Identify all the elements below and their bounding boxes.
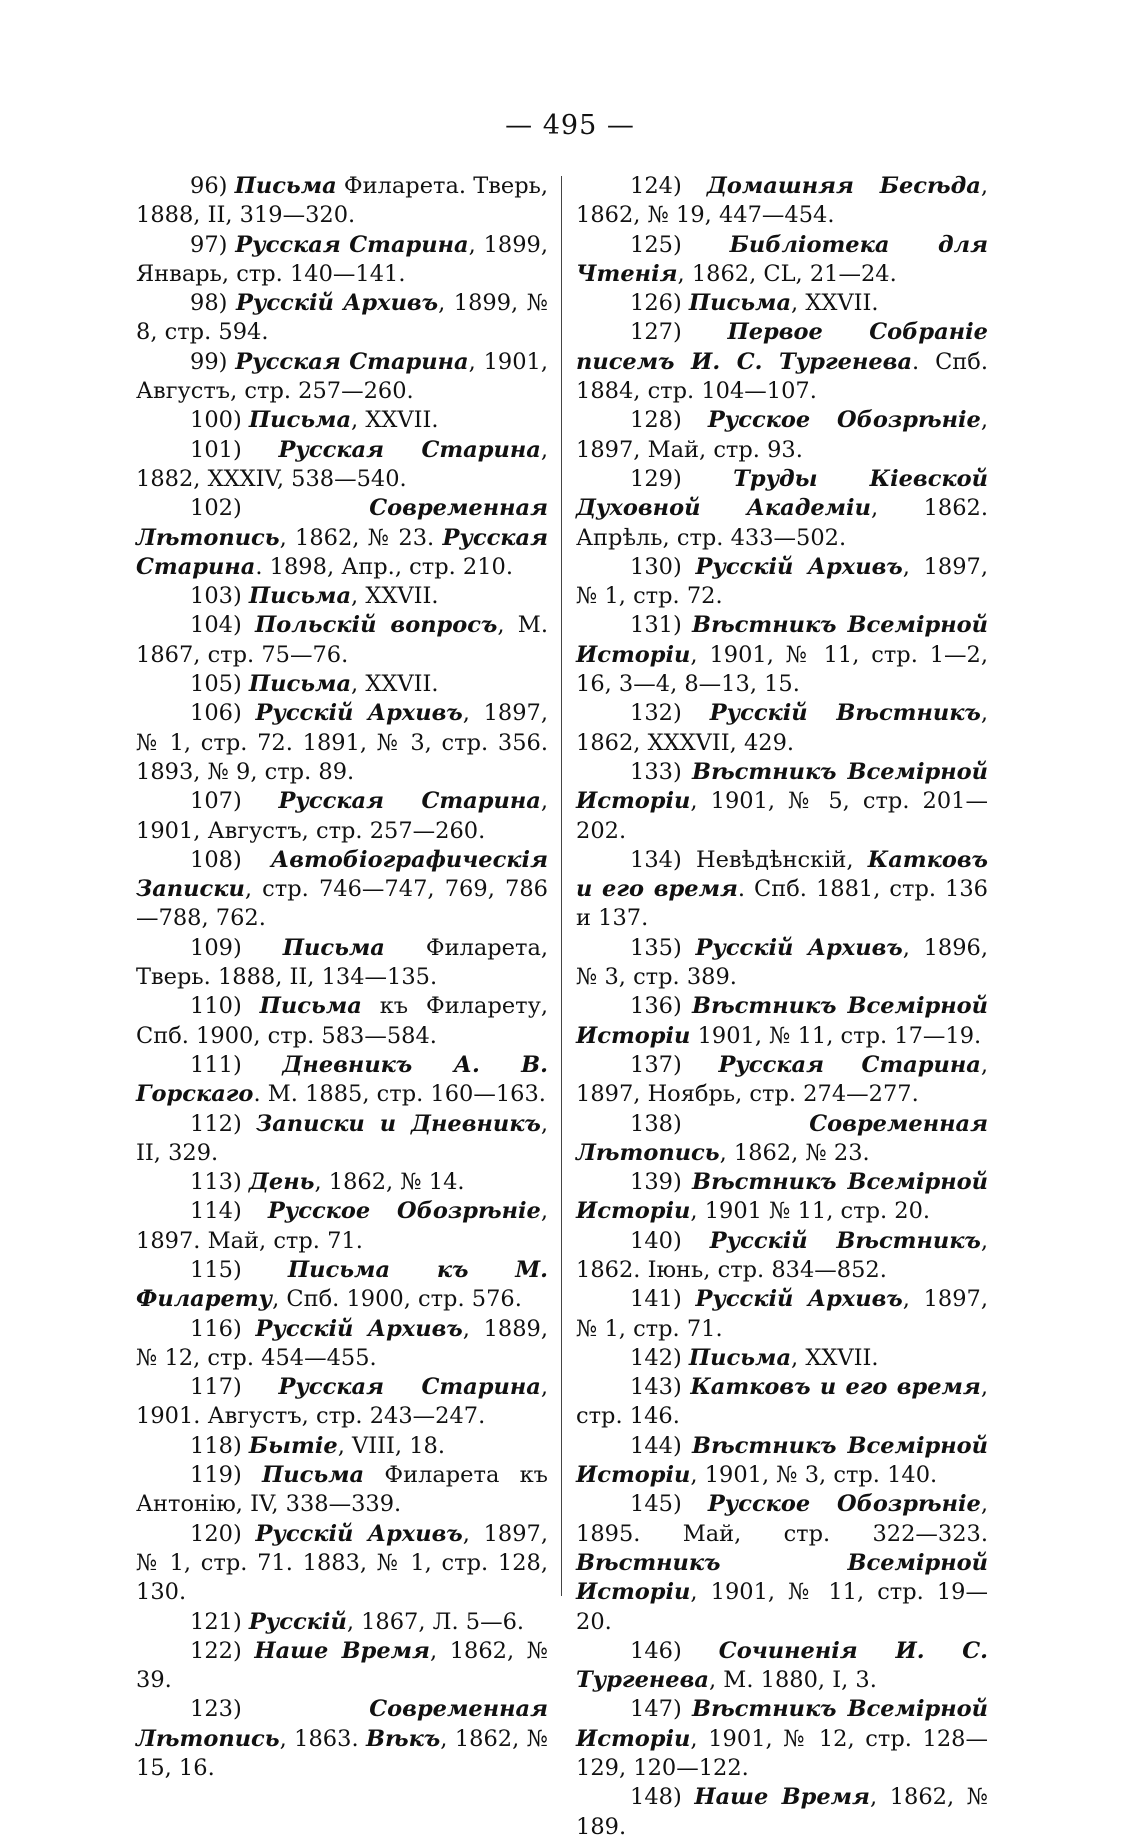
footnote-title: Труды Кіевской Духовной Академіи [576, 465, 988, 522]
footnote-number: 131) [630, 612, 682, 639]
footnote [576, 1227, 988, 1286]
footnote-text: , 1889, № 12, стр. 454—455. [136, 1315, 549, 1371]
footnote-number: 107) [190, 788, 242, 815]
footnote [576, 172, 988, 231]
footnote-number: 141) [630, 1286, 682, 1313]
footnote-text: , 1862, № 39. [136, 1637, 549, 1694]
footnote-text: , 1901 № 11, стр. 20. [690, 1198, 931, 1225]
footnote [576, 1344, 988, 1373]
footnote-number: 129) [630, 465, 682, 492]
footnote-text: къ Филарету, Спб. 1900, стр. 583—584. [136, 993, 548, 1049]
footnote [136, 289, 548, 348]
footnote-number: 102) [190, 495, 242, 522]
footnote-number: 120) [190, 1520, 242, 1547]
footnote-text: , VIII, 18. [337, 1432, 445, 1459]
footnote-number: 130) [630, 553, 682, 580]
footnote-number: 145) [630, 1491, 682, 1518]
footnote [136, 406, 548, 435]
footnote-title: День [248, 1169, 315, 1196]
footnote-number: 147) [630, 1696, 682, 1723]
footnote-title: Письма [262, 1462, 365, 1489]
footnote-number: 108) [190, 846, 242, 873]
footnote-title: Автобіографическія Записки [136, 846, 548, 903]
footnote-number: 109) [190, 934, 242, 961]
footnote [576, 231, 988, 290]
footnote-title: Письма [688, 290, 792, 317]
footnote-text: , 1897, № 1, стр. 72. [576, 553, 989, 610]
footnote [136, 1695, 548, 1783]
footnote [136, 436, 548, 495]
footnote-number: 104) [190, 612, 242, 639]
footnotes-right-column [576, 172, 988, 1842]
footnote [576, 758, 988, 846]
footnote-title: Вѣстникъ Всемірной Исторіи [576, 993, 988, 1049]
footnote [576, 406, 988, 465]
footnote-text: , XXVII. [351, 583, 439, 610]
footnote-title: Русское Обозрѣніе [707, 1491, 981, 1518]
footnote-text: . Спб. 1881, стр. 136 и 137. [576, 876, 988, 932]
footnote-text: . М. 1885, стр. 160—163. [253, 1081, 546, 1108]
footnote-number: 135) [630, 934, 682, 961]
footnote-text: , стр. 746—747, 769, 786—788, 762. [136, 876, 548, 932]
footnote-text: , 1901, № 12, стр. 128—129, 120—122. [576, 1725, 988, 1782]
footnote-text: Филарета, Тверь. 1888, II, 134—135. [136, 934, 549, 991]
footnote-text: . Спб. 1884, стр. 104—107. [576, 348, 988, 405]
footnote-title: Письма [259, 993, 362, 1020]
footnote-text: , 1862. Апрѣль, стр. 433—502. [576, 495, 988, 551]
footnote-title: Письма [234, 173, 337, 199]
footnote-text: , 1895. Май, стр. 322—323. [576, 1491, 989, 1547]
footnote-number: 127) [630, 319, 682, 346]
footnote-text: , XXVII. [351, 671, 439, 698]
footnote [136, 611, 548, 670]
footnote-number: 136) [630, 993, 682, 1020]
footnote [136, 582, 548, 611]
footnote-text: , 1862, № 15, 16. [136, 1725, 548, 1782]
footnote-number: 128) [630, 407, 682, 434]
footnote-title: Дневникъ А. В. Горскаго [136, 1051, 548, 1108]
footnote [136, 1461, 548, 1520]
footnote-title: Русскій [248, 1608, 347, 1635]
footnote-title: Современная Лѣтопись [136, 495, 548, 551]
footnote-text: , II, 329. [136, 1110, 548, 1166]
footnote [136, 172, 548, 231]
footnote-text: , М. 1880, I, 3. [708, 1667, 877, 1694]
footnote-text: . 1898, Апр., стр. 210. [255, 553, 513, 580]
footnote-title: Бытіе [248, 1432, 338, 1459]
footnote-title: Русскій Архивъ [695, 934, 903, 961]
footnote-number: 123) [190, 1696, 242, 1723]
footnote-title: Современная Лѣтопись [136, 1696, 548, 1752]
column-divider [561, 176, 562, 1596]
footnote-text: , 1862, № 14. [314, 1169, 465, 1196]
footnote-number: 111) [190, 1051, 242, 1078]
footnote-text: , 1901, Августъ, стр. 257—260. [136, 788, 548, 844]
footnote [136, 992, 548, 1051]
footnote-number: 139) [630, 1169, 682, 1196]
footnote-title: Русскій Архивъ [255, 1315, 463, 1342]
footnote [136, 1373, 548, 1432]
footnote-title: Вѣстникъ Всемірной Исторіи [576, 612, 988, 668]
footnote [576, 1490, 988, 1636]
footnote-title: Русскій Вѣстникъ [709, 1227, 981, 1254]
footnote-number: 144) [630, 1432, 682, 1459]
footnote-title: Польскій вопросъ [255, 612, 498, 639]
footnote [576, 553, 988, 612]
footnote-number: 143) [630, 1374, 682, 1401]
footnote-text: 1901, № 11, стр. 17—19. [690, 1022, 982, 1049]
footnote-text: , 1862, № 189. [576, 1784, 989, 1840]
footnote-title: Записки и Дневникъ [255, 1110, 541, 1137]
footnote [136, 1608, 548, 1637]
footnote-text: , 1862, № 23. [719, 1139, 870, 1166]
footnote-title: Русская Старина [278, 788, 541, 815]
footnote-text: , 1897, № 1, стр. 71. [576, 1286, 989, 1342]
footnote-text: , 1867, Л. 5—6. [346, 1608, 525, 1635]
footnote-text: , 1862, CL, 21—24. [677, 260, 897, 287]
footnote-number: 118) [190, 1432, 242, 1459]
footnote-number: 117) [190, 1374, 242, 1401]
footnote-title: Письма [248, 583, 352, 610]
footnote-text: , 1901. Августъ, стр. 243—247. [136, 1374, 548, 1430]
footnote-text: , 1899, Январь, стр. 140—141. [136, 231, 548, 287]
footnote-text: , 1862, XXXVII, 429. [576, 700, 988, 756]
footnote-text: , 1901, Августъ, стр. 257—260. [136, 348, 548, 405]
footnote-text: , XXVII. [791, 1344, 879, 1371]
footnote [136, 1432, 548, 1461]
footnote-number: 114) [190, 1198, 242, 1225]
footnote-text: Филарета къ Антонію, IV, 338—339. [136, 1462, 548, 1518]
footnote-number: 142) [630, 1344, 682, 1371]
footnote [576, 1168, 988, 1227]
footnote-text: , XXVII. [351, 407, 439, 434]
footnote-title: Катковъ и его время [690, 1374, 981, 1401]
footnote-number: 119) [190, 1462, 242, 1489]
footnote-title: Наше Время [254, 1637, 430, 1664]
footnote-text: , XXVII. [791, 290, 879, 317]
footnote-number: 103) [190, 583, 242, 610]
footnote [576, 1432, 988, 1491]
footnote-title: Вѣстникъ Всемірной Исторіи [576, 1169, 988, 1225]
footnote-text: , М. 1867, стр. 75—76. [136, 612, 548, 668]
footnote-title: Русскій Вѣстникъ [709, 700, 981, 727]
footnote [136, 1520, 548, 1608]
footnote [576, 289, 988, 318]
footnote-number: 112) [190, 1110, 242, 1137]
footnote-number: 96) [190, 173, 228, 199]
footnote-title: Библіотека для Чтенія [576, 231, 988, 287]
footnote-title: Вѣстникъ Всемірной Исторіи [576, 1549, 988, 1606]
footnote-number: 122) [190, 1637, 242, 1664]
footnote-number: 148) [630, 1784, 682, 1811]
footnote [136, 1051, 548, 1110]
footnote [576, 465, 988, 553]
footnote-number: 106) [190, 700, 242, 727]
footnote [576, 611, 988, 699]
footnote-number: 98) [190, 290, 228, 317]
footnote-number: 100) [190, 407, 242, 434]
footnote [576, 318, 988, 406]
footnote-number: 110) [190, 993, 242, 1020]
footnote [136, 1110, 548, 1169]
footnote-number: 116) [190, 1315, 242, 1342]
footnote-number: 138) [630, 1110, 682, 1137]
footnote-number: 132) [630, 700, 682, 727]
footnote [576, 1110, 988, 1169]
footnote-number: 146) [630, 1637, 682, 1664]
footnote [576, 1637, 988, 1696]
footnote-text: , 1901, № 11, стр. 1—2, 16, 3—4, 8—13, 15. [576, 641, 988, 698]
footnote-title: Письма [688, 1344, 792, 1371]
footnote-title: Современная Лѣтопись [576, 1110, 988, 1166]
footnote-number: 105) [190, 671, 242, 698]
footnote [136, 787, 548, 846]
footnote-title: Домашняя Бесѣда [706, 173, 981, 199]
footnote-text: , 1862. Іюнь, стр. 834—852. [576, 1227, 988, 1283]
footnote-number: 134) [630, 846, 682, 873]
footnote [136, 1197, 548, 1256]
footnotes-left-column [136, 172, 548, 1783]
footnote-title: Русская Старина [278, 436, 541, 463]
footnote-title: Русское Обозрѣніе [707, 407, 981, 434]
footnote [576, 846, 988, 934]
footnote [136, 348, 548, 407]
footnote [576, 934, 988, 993]
footnote-text: , 1897. Май, стр. 71. [136, 1198, 549, 1254]
footnote [136, 846, 548, 934]
footnote-title: Русская Старина [235, 348, 469, 375]
footnote [136, 1256, 548, 1315]
footnote-title: Вѣкъ [366, 1725, 441, 1752]
footnote-text: , 1897, Май, стр. 93. [576, 407, 989, 463]
footnote-number: 113) [190, 1169, 242, 1196]
footnote-number: 140) [630, 1227, 682, 1254]
footnote-title: Письма къ М. Филарету [136, 1256, 549, 1313]
footnote-number: 101) [190, 436, 242, 463]
page-number: — 495 — [505, 110, 635, 141]
footnote-title: Русская Старина [235, 231, 469, 258]
footnote-title: Русская Старина [278, 1374, 541, 1401]
footnote-text: , 1897, № 1, стр. 72. 1891, № 3, стр. 356. 1893, № 9, стр. 89. [136, 700, 549, 785]
footnote-title: Русскій Архивъ [695, 553, 903, 580]
footnote-title: Русская Старина [136, 524, 548, 580]
footnote-text: , 1862, № 19, 447—454. [576, 173, 988, 229]
footnote [576, 1051, 988, 1110]
footnote-title: Письма [282, 934, 385, 961]
footnote-title: Письма [248, 407, 352, 434]
footnote [136, 1637, 548, 1696]
footnote-text: , Спб. 1900, стр. 576. [272, 1286, 522, 1313]
footnote [136, 231, 548, 290]
footnote-number: 121) [190, 1608, 242, 1635]
footnote-number: 126) [630, 290, 682, 317]
footnote-number: 125) [630, 231, 682, 258]
footnote-number: 133) [630, 758, 682, 785]
footnote [136, 670, 548, 699]
footnote-text: , 1896, № 3, стр. 389. [576, 934, 989, 991]
footnote-title: Катковъ и его время [576, 846, 988, 903]
footnote [576, 1695, 988, 1783]
footnote-number: 137) [630, 1051, 682, 1078]
footnote-title: Письма [248, 671, 352, 698]
footnote-text: , 1897, № 1, стр. 71. 1883, № 1, стр. 128, 130. [136, 1520, 549, 1606]
footnote [136, 934, 548, 993]
footnote-title: Первое Собраніе писемъ И. С. Тургенева [576, 319, 988, 375]
footnote-number: 97) [190, 231, 228, 258]
footnote-title: Русскій Архивъ [255, 1520, 463, 1547]
footnote-title: Вѣстникъ Всемірной Исторіи [576, 1696, 988, 1752]
footnote-text: , стр. 146. [576, 1374, 988, 1430]
footnote [136, 699, 548, 787]
footnote-title: Русское Обозрѣніе [267, 1198, 541, 1225]
footnote [576, 699, 988, 758]
footnote-title: Сочиненія И. С. Тургенева [576, 1637, 988, 1694]
footnote-text: , 1862, № 23. [279, 524, 443, 551]
footnote-text: , 1899, № 8, стр. 594. [136, 290, 548, 346]
footnote [576, 1373, 988, 1432]
footnote-text: , 1897, Ноябрь, стр. 274—277. [576, 1051, 988, 1108]
footnote-text: , 1901, № 5, стр. 201—202. [576, 788, 988, 844]
footnote-text: , 1901, № 3, стр. 140. [690, 1462, 938, 1489]
footnote-title: Русскій Архивъ [255, 700, 463, 727]
footnote-title: Вѣстникъ Всемірной Исторіи [576, 1432, 988, 1489]
footnote-title: Русскій Архивъ [235, 290, 439, 317]
footnote-title: Русская Старина [718, 1051, 981, 1078]
footnote-number: 99) [190, 348, 228, 375]
footnote-text: , 1882, XXXIV, 538—540. [136, 436, 548, 492]
footnote-text: Невѣдѣнскій, [695, 846, 868, 873]
footnote-text: Филарета. Тверь, 1888, II, 319—320. [136, 173, 549, 229]
footnote [576, 1783, 988, 1842]
footnote [136, 1168, 548, 1197]
footnote [576, 992, 988, 1051]
footnote [136, 494, 548, 582]
footnote-text: , 1863. [279, 1725, 367, 1752]
footnote-title: Вѣстникъ Всемірной Исторіи [576, 758, 988, 815]
footnote [136, 1315, 548, 1374]
footnote-number: 115) [190, 1256, 242, 1283]
footnote-title: Наше Время [694, 1784, 870, 1811]
footnote-number: 124) [630, 173, 682, 199]
footnote-title: Русскій Архивъ [695, 1286, 903, 1313]
footnote-text: , 1901, № 11, стр. 19—20. [576, 1579, 988, 1635]
footnote [576, 1285, 988, 1344]
